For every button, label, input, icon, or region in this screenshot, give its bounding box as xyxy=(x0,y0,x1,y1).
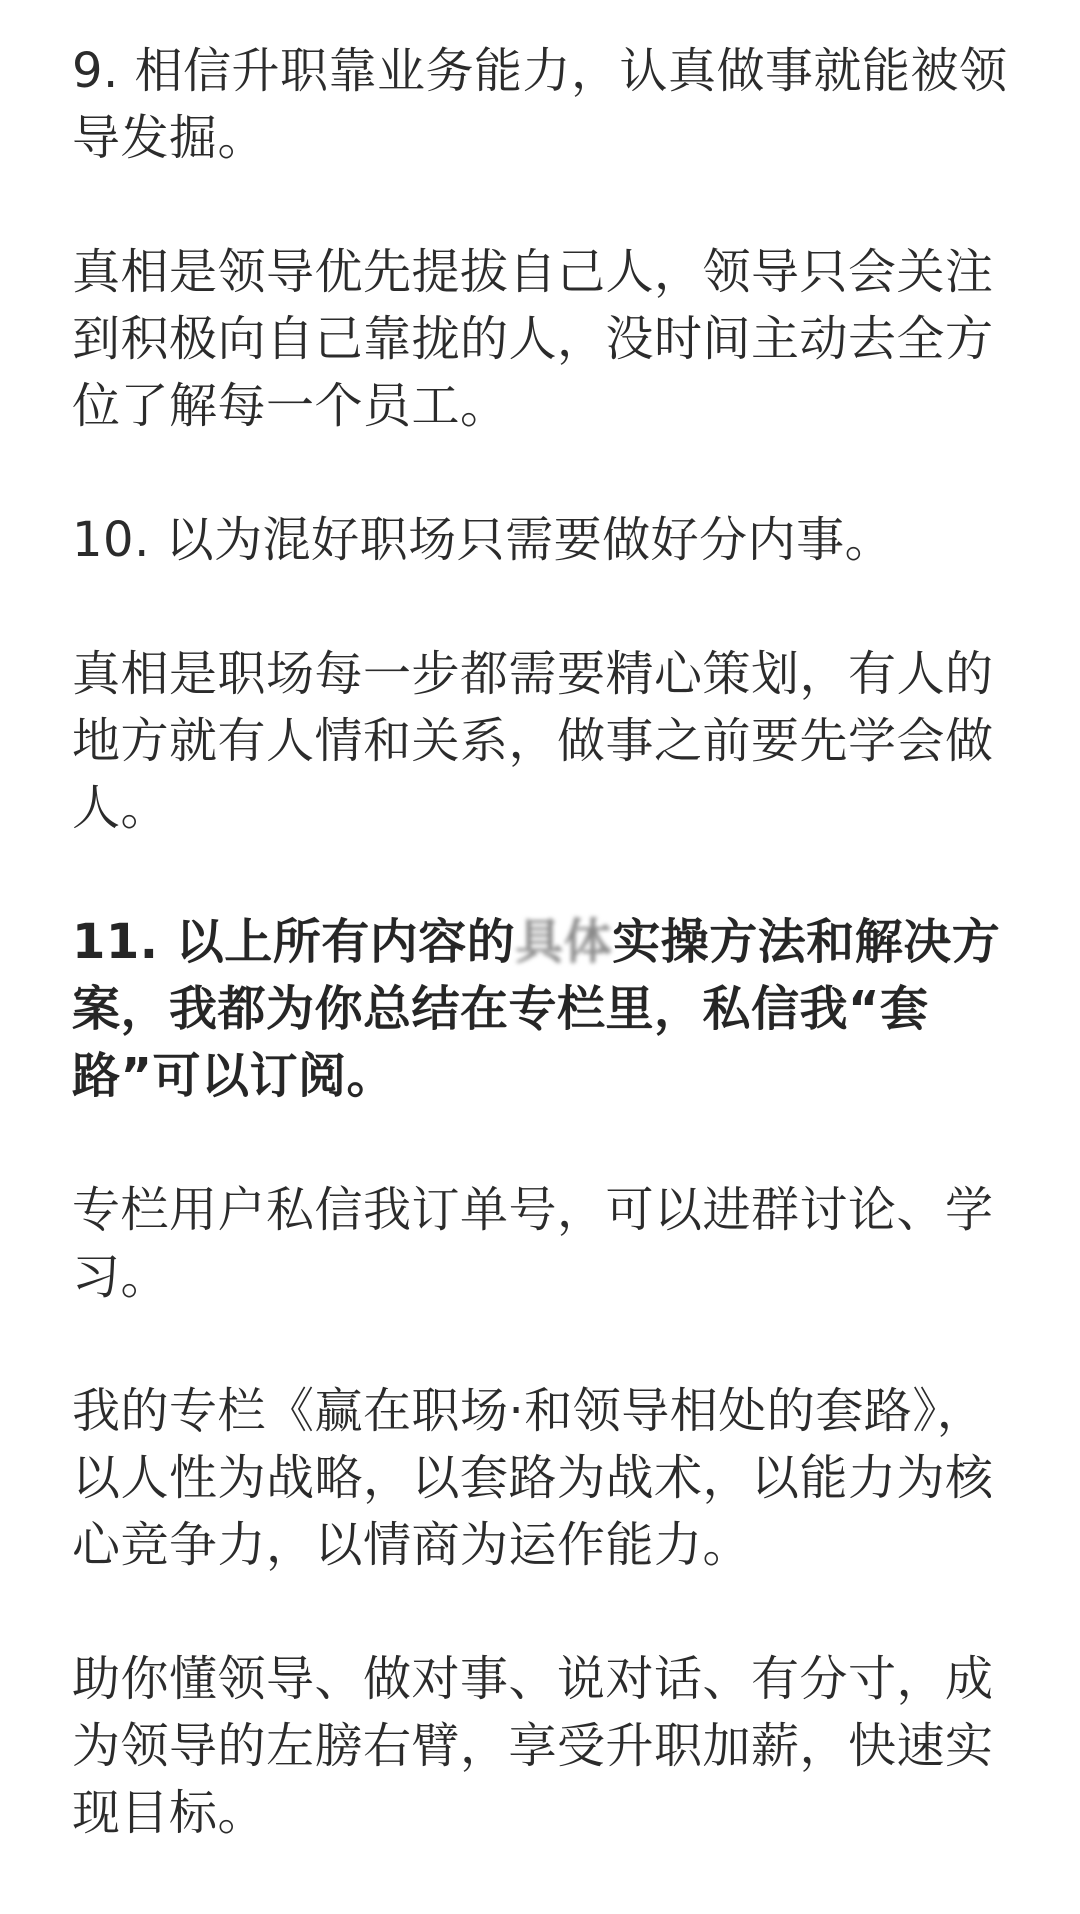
item-10-truth: 真相是职场每一步都需要精心策划，有人的地方就有人情和关系，做事之前要先学会做人。 xyxy=(72,646,994,836)
item-9-truth: 真相是领导优先提拔自己人，领导只会关注到积极向自己靠拢的人，没时间主动去全方位了解每一个员工。 xyxy=(72,244,994,434)
article-body xyxy=(72,38,1012,1914)
column-benefits: 助你懂领导、做对事、说对话、有分寸，成为领导的左膀右臂，享受升职加薪，快速实现目标。 xyxy=(72,1651,994,1841)
item-9-statement: 9. 相信升职靠业务能力，认真做事就能被领导发掘。 xyxy=(72,43,1008,166)
item-11-text-start: 11. 以上所有内容的 xyxy=(72,914,516,970)
item-10-statement: 10. 以为混好职场只需要做好分内事。 xyxy=(72,512,894,568)
column-description: 我的专栏《赢在职场·和领导相处的套路》，以人性为战略，以套路为战术，以能力为核心竞争力，以情商为运作能力。 xyxy=(72,1383,994,1573)
item-11-call-to-action xyxy=(72,909,1012,1110)
item-11-obscured-text: 具体 xyxy=(515,914,613,970)
column-group-note: 专栏用户私信我订单号，可以进群讨论、学习。 xyxy=(72,1182,994,1305)
item-11-text-end: 实操方法和解决方案，我都为你总结在专栏里，私信我“套路”可以订阅。 xyxy=(72,914,1001,1104)
